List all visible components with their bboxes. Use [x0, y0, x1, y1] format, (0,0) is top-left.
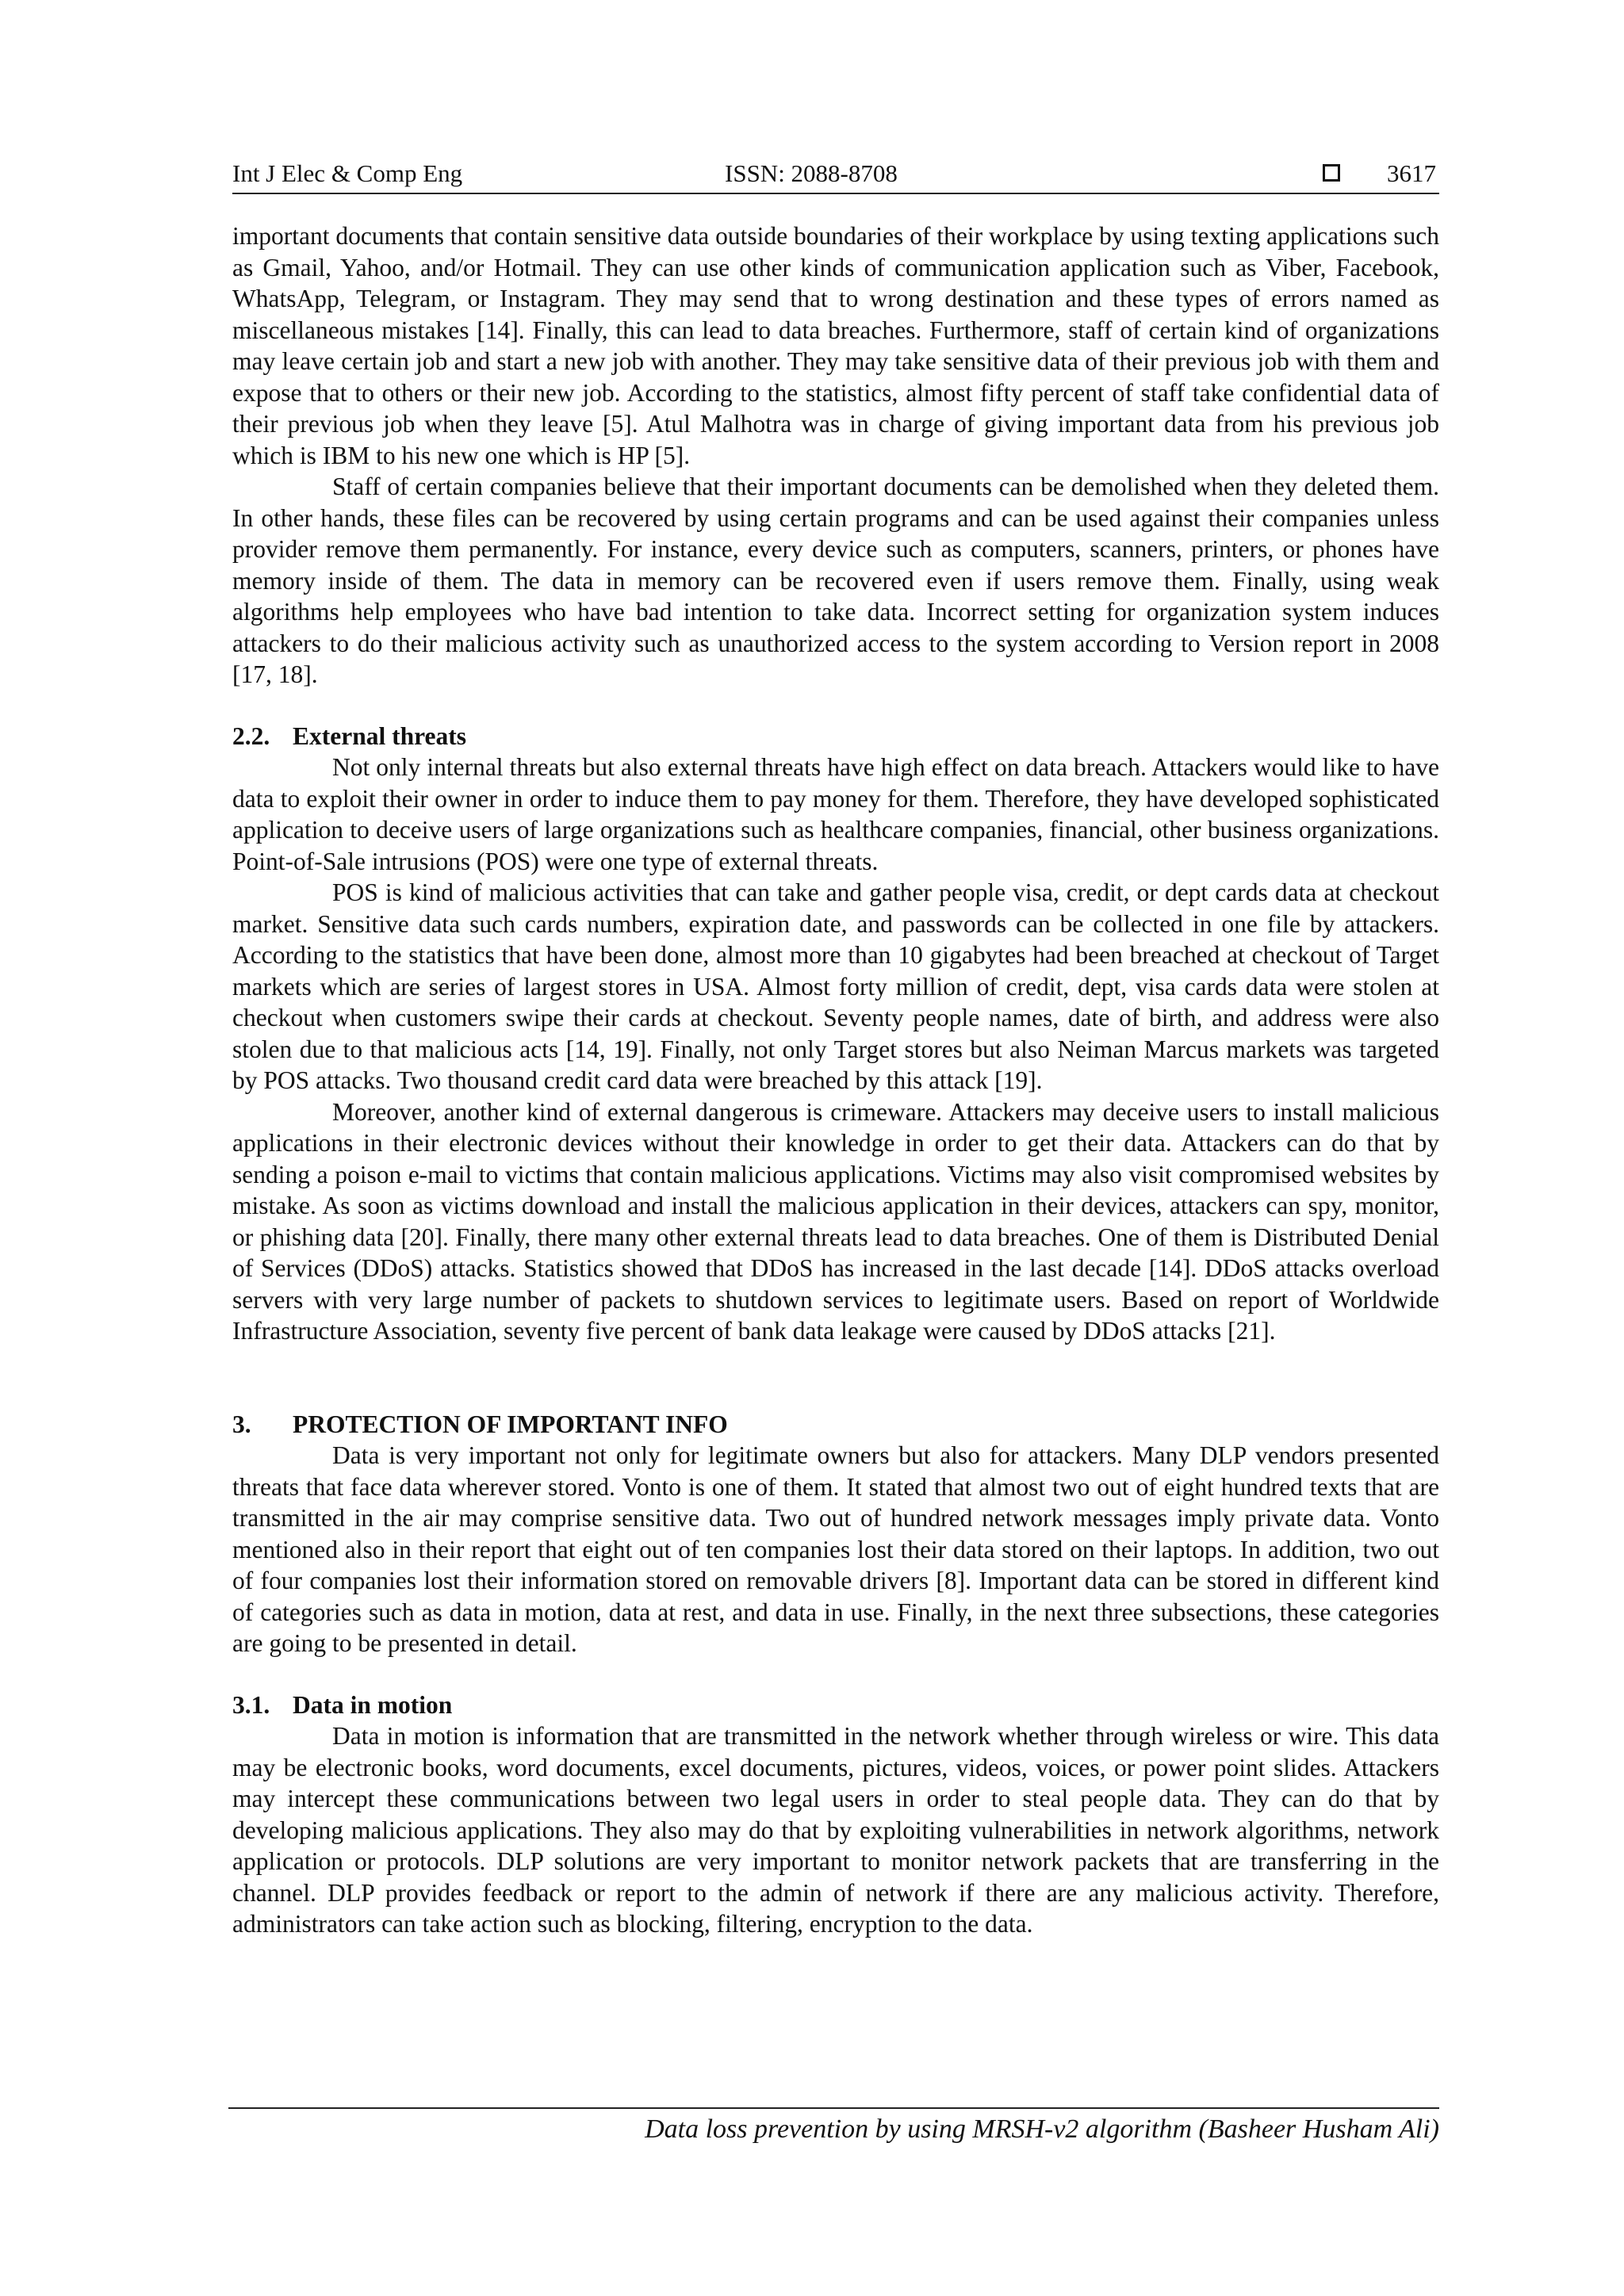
- section-title: PROTECTION OF IMPORTANT INFO: [293, 1410, 728, 1438]
- page-header: [232, 155, 1439, 194]
- section-number: 3.: [232, 1410, 251, 1438]
- section-title: Data in motion: [293, 1690, 453, 1719]
- footer-divider: [228, 2107, 1439, 2109]
- paragraph-6: Data is very important not only for legitimate owners but also for attackers. Many DLP vendors presented threats that face data wherever stored. Vonto is one of them. It stated that almost two out of eight hundred texts that are transmitted in the air may comprise sensitive data. Two out of hundred network messages imply private data. Vonto mentioned also in their report that eight out of ten companies lost their data stored on their laptops. In addition, two out of four companies lost their information stored on removable drivers [8]. Important data can be stored in different kind of categories such as data in motion, data at rest, and data in use. Finally, in the next three subsections, these categories are going to be presented in detail.: [232, 1441, 1439, 1657]
- section-title: External threats: [293, 721, 467, 750]
- paragraph-5: Moreover, another kind of external dangerous is crimeware. Attackers may deceive users to install malicious applications in their electronic devices without their knowledge in order to get their data. Attackers can do that by sending a poison e-mail to victims that contain malicious applications. Victims may also visit compromised websites by mistake. As soon as victims download and install the malicious application in their devices, attackers can spy, monitor, or phishing data [20]. Finally, there many other external threats lead to data breaches. One of them is Distributed Denial of Services (DDoS) attacks. Statistics showed that DDoS has increased in the last decade [14]. DDoS attacks overload servers with very large number of packets to shutdown services to legitimate users. Based on report of Worldwide Infrastructure Association, seventy five percent of bank data leakage were caused by DDoS attacks [21].: [232, 1097, 1439, 1345]
- square-box-icon: [1323, 164, 1340, 182]
- page-number: 3617: [1387, 159, 1436, 187]
- section-number: 2.2.: [232, 721, 270, 750]
- section-number: 3.1.: [232, 1690, 270, 1719]
- section-heading-2-2: [232, 721, 1439, 752]
- running-title: Data loss prevention by using MRSH-v2 algorithm (Basheer Husham Ali): [645, 2114, 1439, 2144]
- journal-name: Int J Elec & Comp Eng: [232, 159, 463, 187]
- section-heading-3-1: [232, 1689, 1439, 1721]
- issn-label: ISSN: 2088-8708: [725, 159, 898, 187]
- paragraph-2: Staff of certain companies believe that their important documents can be demolished when they deleted them. In other hands, these files can be recovered by using certain programs and can be used against their companies unless provider remove them permanently. For instance, every device such as computers, scanners, printers, or phones have memory inside of them. The data in memory can be recovered even if users remove them. Finally, using weak algorithms help employees who have bad intention to take data. Incorrect setting for organization system induces attackers to do their malicious activity such as unauthorized access to the system according to Version report in 2008 [17, 18].: [232, 473, 1439, 688]
- paragraph-7: Data in motion is information that are transmitted in the network whether through wireless or wire. This data may be electronic books, word documents, excel documents, pictures, videos, voices, or power point slides. Attackers may intercept these communications between two legal users in order to steal people data. They can do that by developing malicious applications. They also may do that by exploiting vulnerabilities in network algorithms, network application or protocols. DLP solutions are very important to monitor network packets that are transferring in the channel. DLP provides feedback or report to the admin of network if there are any malicious activity. Therefore, administrators can take action such as blocking, filtering, encryption to the data.: [232, 1722, 1439, 1938]
- paragraph-4: POS is kind of malicious activities that can take and gather people visa, credit, or dept cards data at checkout market. Sensitive data such cards numbers, expiration date, and passwords can be collected in one file by attackers. According to the statistics that have been done, almost more than 10 gigabytes had been breached at checkout of Target markets which are series of largest stores in USA. Almost forty million of credit, dept, visa cards data were stolen at checkout when customers swipe their cards at checkout. Seventy people names, date of birth, and address were also stolen due to that malicious acts [14, 19]. Finally, not only Target stores but also Neiman Marcus markets was targeted by POS attacks. Two thousand credit card data were breached by this attack [19].: [232, 878, 1439, 1094]
- paragraph-1: important documents that contain sensitive data outside boundaries of their workplace by using texting applications such as Gmail, Yahoo, and/or Hotmail. They can use other kinds of communication application such as Viber, Facebook, WhatsApp, Telegram, or Instagram. They may send that to wrong destination and these types of errors named as miscellaneous mistakes [14]. Finally, this can lead to data breaches. Furthermore, staff of certain kind of organizations may leave certain job and start a new job with another. They may take sensitive data of their previous job with them and expose that to others or their new job. According to the statistics, almost fifty percent of staff take confidential data of their previous job when they leave [5]. Atul Malhotra was in charge of giving important data from his previous job which is IBM to his new one which is HP [5].: [232, 222, 1439, 469]
- paragraph-3: Not only internal threats but also external threats have high effect on data breach. Attackers would like to have data to exploit their owner in order to induce them to pay money for them. Therefore, they have developed sophisticated application to deceive users of large organizations such as healthcare companies, financial, other business organizations. Point-of-Sale intrusions (POS) were one type of external threats.: [232, 753, 1439, 875]
- section-heading-3: [232, 1409, 1439, 1441]
- page-body: [232, 220, 1439, 1940]
